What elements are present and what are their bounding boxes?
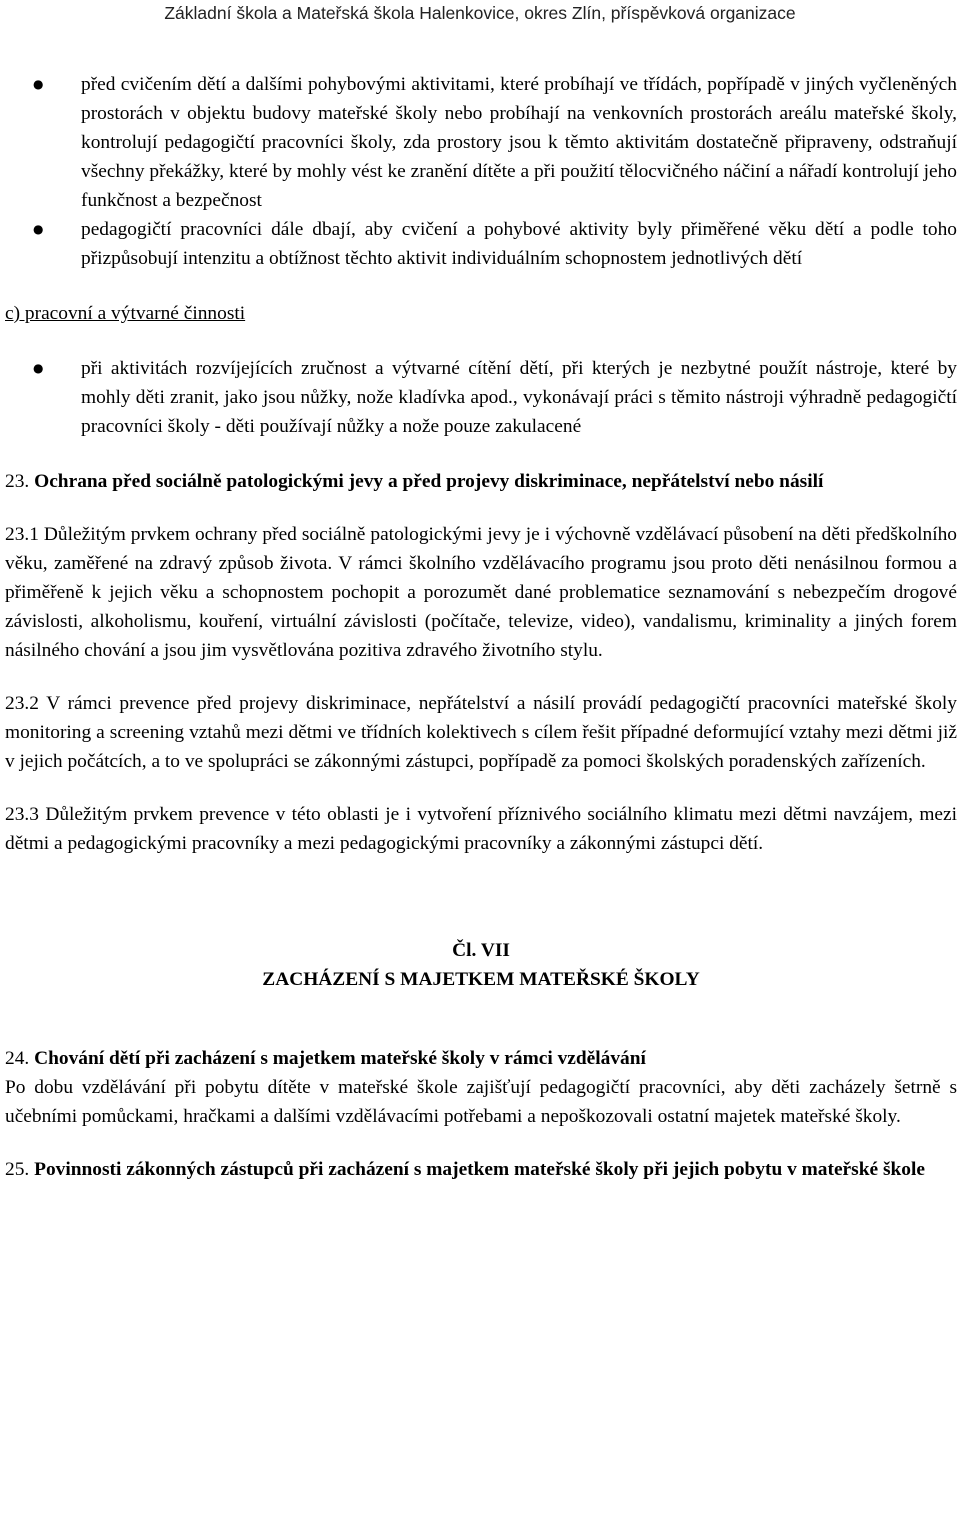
bullet-list-c — [5, 354, 957, 441]
chapter-title: ZACHÁZENÍ S MAJETKEM MATEŘSKÉ ŠKOLY — [262, 969, 700, 990]
section-23-heading — [5, 467, 957, 496]
chapter-heading — [5, 936, 957, 994]
section-25-number: 25. — [5, 1159, 30, 1180]
list-item — [5, 215, 957, 273]
list-item-text: před cvičením dětí a dalšími pohybovými aktivitami, které probíhají ve třídách, popřípadě v jiných vyčleněných prostorách v objektu budovy mateřské školy nebo probíhají na venkovních prostorách areálu mateřské školy, kontrolují pedagogičtí pracovníci školy, zda prostory jsou k těmto aktivitám dostatečně připraveny, odstraňují všechny překážky, které by mohly vést ke zranění dítěte a při použití tělocvičného náčiní a nářadí kontrolují jeho funkčnost a bezpečnost — [81, 74, 957, 211]
section-23-2-paragraph: 23.2 V rámci prevence před projevy diskriminace, nepřátelství a násilí provádí pedagogičtí pracovníci mateřské školy monitoring a screening vztahů mezi dětmi ve třídních kolektivech s cílem řešit případné deformující vztahy mezi dětmi již v jejich počátcích, a to ve spolupráci se zákonnými zástupci, popřípadě za pomoci školských poradenských zařízeních. — [5, 693, 957, 772]
list-item-text: pedagogičtí pracovníci dále dbají, aby cvičení a pohybové aktivity byly přiměřené věku dětí a podle toho přizpůsobují intenzitu a obtížnost těchto aktivit individuálním schopnostem jednotlivých dětí — [81, 219, 957, 269]
section-24-number: 24. — [5, 1048, 30, 1069]
bullet-dot-icon: ● — [33, 77, 44, 91]
chapter-number: Čl. VII — [452, 940, 510, 961]
page-header — [0, 0, 960, 28]
bullet-dot-icon: ● — [33, 222, 44, 236]
subheading-c: c) pracovní a výtvarné činnosti — [5, 303, 246, 324]
section-23-title: Ochrana před sociálně patologickými jevy a před projevy diskriminace, nepřátelství nebo násilí — [34, 471, 824, 492]
section-23-1-paragraph: 23.1 Důležitým prvkem ochrany před sociálně patologickými jevy je i výchovně vzdělávací působení na děti předškolního věku, zaměřené na zdravý způsob života. V rámci školního vzdělávacího programu jsou proto děti nenásilnou formou a přiměřeně k jejich věku a schopnostem pochopit a porozumět dané problematice seznamování s nebezpečím drogové závislosti, alkoholismu, kouření, virtuální závislosti (počítače, televize, video), vandalismu, kriminality a jiných forem násilného chování a jsou jim vysvětlována pozitiva zdravého životního stylu. — [5, 524, 957, 661]
list-item — [5, 70, 957, 215]
document-body — [5, 70, 957, 1184]
section-24-heading — [5, 1044, 957, 1073]
section-24-paragraph: Po dobu vzdělávání při pobytu dítěte v mateřské škole zajišťují pedagogičtí pracovníci, aby děti zacházely šetrně s učebními pomůckami, hračkami a dalšími vzdělávacími potřebami a nepoškozovali ostatní majetek mateřské školy. — [5, 1077, 957, 1127]
list-item-text: při aktivitách rozvíjejících zručnost a výtvarné cítění dětí, při kterých je nezbytné použít nástroje, které by mohly děti zranit, jako jsou nůžky, nože kladívka apod., vykonávají práci s těmito nástroji výhradně pedagogičtí pracovníci školy - děti používají nůžky a nože pouze zakulacené — [81, 358, 957, 437]
section-25-heading — [5, 1155, 957, 1184]
section-25-title: Povinnosti zákonných zástupců při zacházení s majetkem mateřské školy při jejich pobytu v mateřské škole — [34, 1159, 925, 1180]
list-item — [5, 354, 957, 441]
bullet-list-top — [5, 70, 957, 273]
section-23-number: 23. — [5, 471, 30, 492]
section-24-title: Chování dětí při zacházení s majetkem mateřské školy v rámci vzdělávání — [34, 1048, 646, 1069]
bullet-dot-icon: ● — [33, 361, 44, 375]
section-23-3-paragraph: 23.3 Důležitým prvkem prevence v této oblasti je i vytvoření příznivého sociálního klimatu mezi dětmi navzájem, mezi dětmi a pedagogickými pracovníky a mezi pedagogickými pracovníky a zákonnými zástupci dětí. — [5, 804, 957, 854]
page-header-text: Základní škola a Mateřská škola Halenkovice, okres Zlín, příspěvková organizace — [164, 3, 796, 23]
